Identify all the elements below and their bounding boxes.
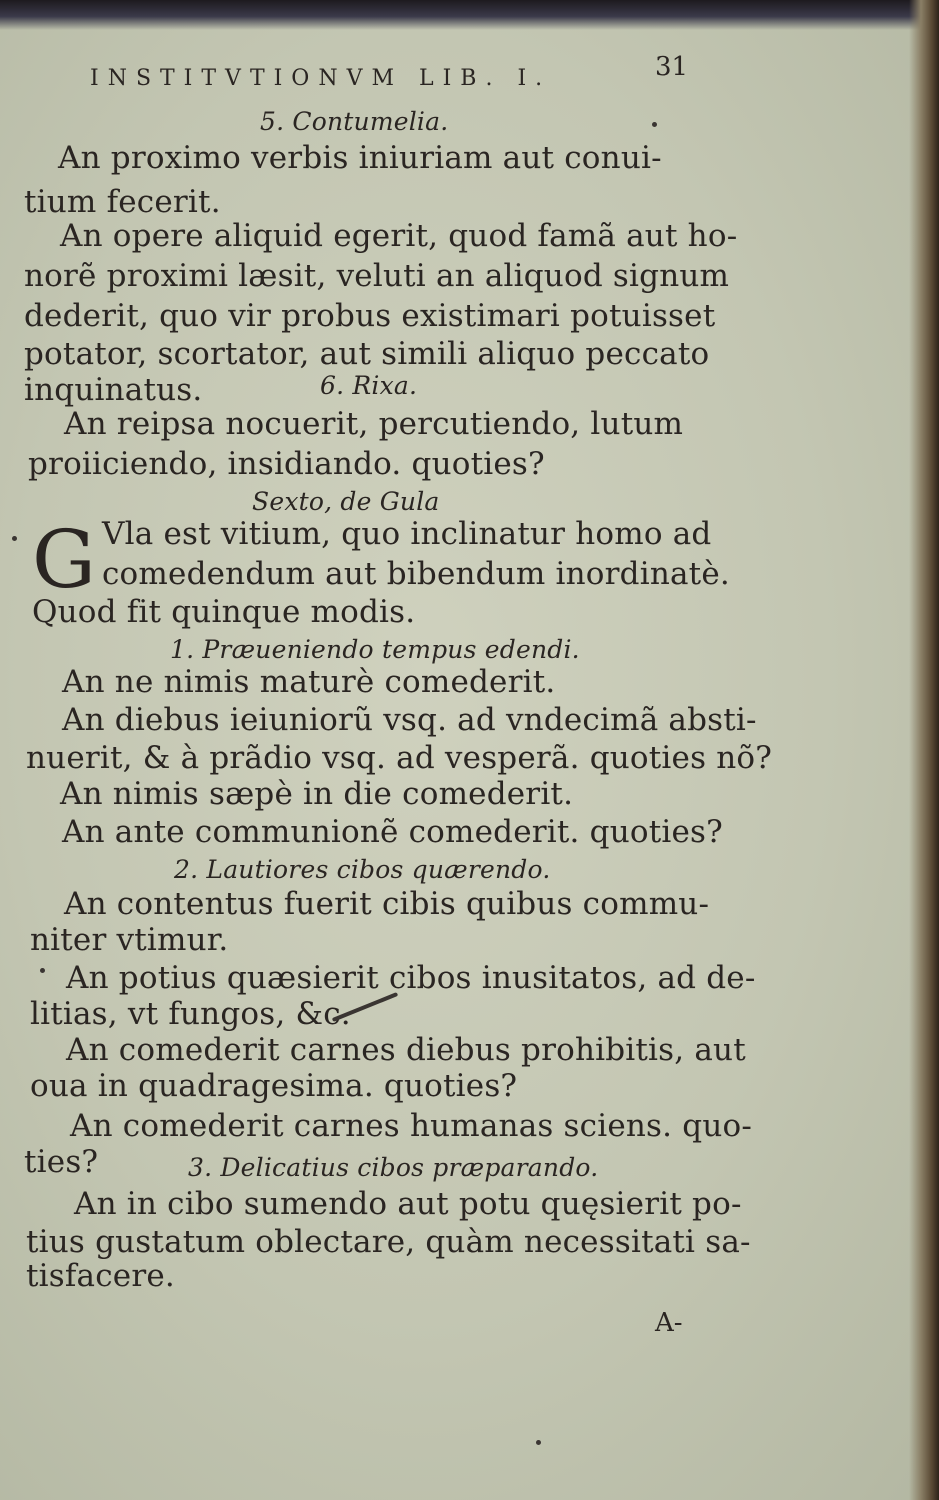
text-line: tium fecerit. [24, 184, 221, 220]
text-line: An comederit carnes diebus prohibitis, aut [66, 1032, 746, 1068]
text-line: niter vtimur. [30, 922, 229, 958]
ink-speck [652, 122, 657, 127]
text-line: nuerit, & à prãdio vsq. ad vesperã. quoties nõ? [26, 740, 773, 776]
text-line: tisfacere. [26, 1258, 175, 1294]
page-number: 31 [655, 52, 689, 82]
text-line: An nimis sæpè in die comederit. [60, 776, 574, 812]
text-line: litias, vt fungos, &c. [30, 996, 351, 1032]
page-right-edge [909, 0, 939, 1500]
text-line: An comederit carnes humanas sciens. quo- [70, 1108, 753, 1144]
section-heading-rixa: 6. Rixa. [320, 371, 418, 400]
text-line: An proximo verbis iniuriam aut conui- [58, 140, 662, 176]
text-line: norẽ proximi læsit, veluti an aliquod signum [24, 258, 730, 294]
drop-capital: G [32, 513, 96, 606]
text-line: proiiciendo, insidiando. quoties? [28, 446, 545, 482]
ink-speck [12, 536, 17, 541]
text-line: An potius quæsierit cibos inusitatos, ad de- [66, 960, 756, 996]
ink-speck [40, 968, 45, 973]
text-line: potator, scortator, aut simili aliquo peccato [24, 336, 710, 372]
text-line: comedendum aut bibendum inordinatè. [102, 556, 730, 592]
text-line: dederit, quo vir probus existimari potuisset [24, 298, 716, 334]
subsection-heading-3: 3. Delicatius cibos præparando. [188, 1153, 599, 1182]
text-line: An reipsa nocuerit, percutiendo, lutum [64, 406, 684, 442]
text-line: An in cibo sumendo aut potu quęsierit po- [74, 1186, 742, 1222]
text-line: ties? [24, 1144, 99, 1180]
catchword: A- [655, 1308, 683, 1338]
ink-speck [536, 1440, 541, 1445]
text-line: An ne nimis maturè comederit. [62, 664, 556, 700]
text-line: Quod fit quinque modis. [32, 594, 416, 630]
page-top-edge [0, 0, 939, 30]
section-heading-contumelia: 5. Contumelia. [260, 107, 449, 136]
running-title: INSTITVTIONVM LIB. I. [90, 66, 552, 91]
text-line: An diebus ieiuniorũ vsq. ad vndecimã absti- [62, 702, 757, 738]
text-line: An contentus fuerit cibis quibus commu- [64, 886, 710, 922]
text-line: Vla est vitium, quo inclinatur homo ad [102, 516, 712, 552]
subsection-heading-2: 2. Lautiores cibos quærendo. [174, 855, 551, 884]
text-line: oua in quadragesima. quoties? [30, 1068, 518, 1104]
text-line: An opere aliquid egerit, quod famã aut ho- [60, 218, 738, 254]
text-line: An ante communionẽ comederit. quoties? [62, 814, 723, 850]
text-line: tius gustatum oblectare, quàm necessitati sa- [26, 1224, 751, 1260]
subsection-heading-1: 1. Præueniendo tempus edendi. [170, 635, 580, 664]
chapter-heading-gula: Sexto, de Gula [252, 487, 440, 516]
text-line: inquinatus. [24, 372, 203, 408]
